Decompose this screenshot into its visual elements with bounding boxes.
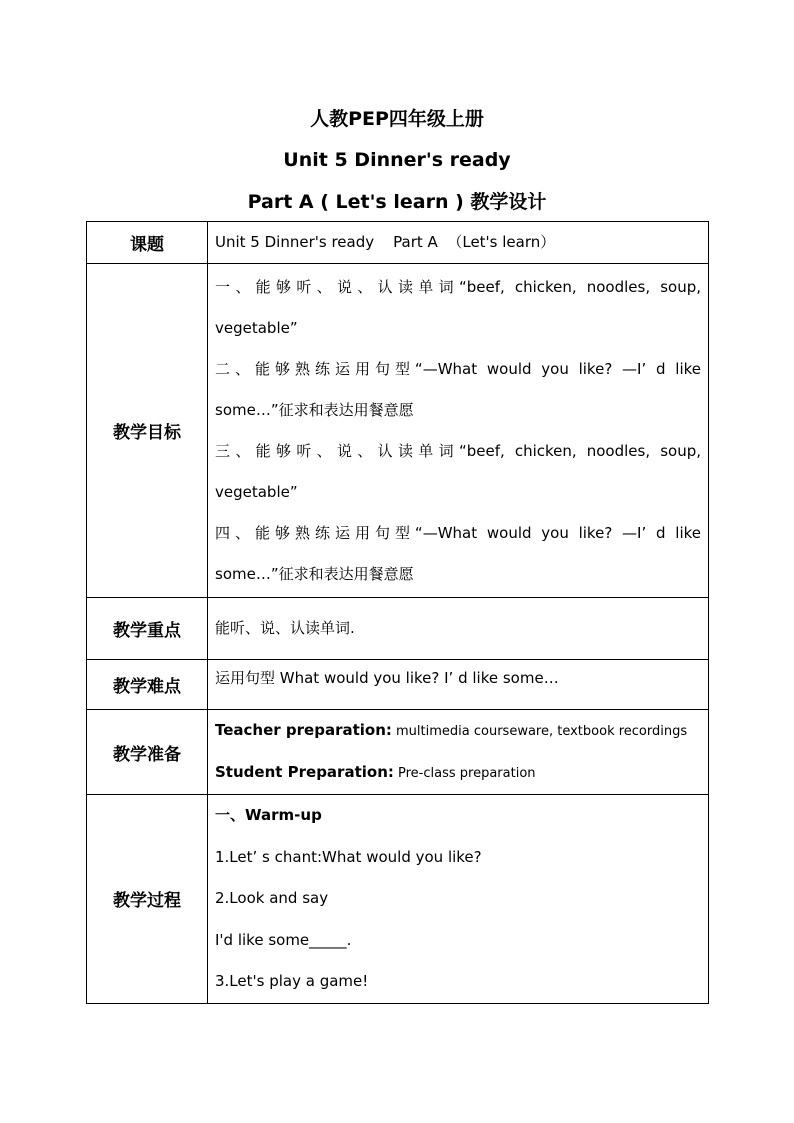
table-row-difficulties (87, 660, 709, 710)
teacher-preparation-label: Teacher preparation: (215, 721, 392, 739)
process-step: 3.Let's play a game! (215, 972, 369, 990)
row-content-topic (208, 222, 709, 264)
process-step: 1.Let’ s chant:What would you like? (215, 847, 482, 866)
row-content-process (208, 795, 709, 1004)
student-preparation-line (215, 752, 701, 794)
topic-text: Unit 5 Dinner's ready Part A （Let's learn） (215, 233, 556, 251)
key-points-text: 能听、说、认读单词. (215, 619, 355, 637)
teacher-preparation-text: multimedia courseware, textbook recordings (391, 724, 688, 739)
goal-line: some…”征求和表达用餐意愿 (215, 564, 414, 583)
process-step: 2.Look and say (215, 889, 329, 907)
goal-line: 一、能够听、说、认读单词“beef, chicken, noodles, soup, (215, 277, 701, 296)
difficulties-text: 运用句型 What would you like? I’ d like some… (215, 669, 559, 687)
process-heading: 一、Warm-up (215, 806, 322, 824)
goal-line: some…”征求和表达用餐意愿 (215, 400, 414, 419)
table-row-process (87, 795, 709, 1004)
goal-line: vegetable” (215, 318, 298, 337)
table-row-topic (87, 222, 709, 264)
teacher-preparation-line (215, 710, 701, 752)
goal-line: 四、能够熟练运用句型“—What would you like? —I’ d like (215, 523, 701, 542)
goal-line: 三、能够听、说、认读单词“beef, chicken, noodles, soup, (215, 441, 701, 460)
row-label-preparation: 教学准备 (87, 710, 208, 795)
row-content-difficulties (208, 660, 709, 710)
table-row-key-points (87, 598, 709, 660)
goal-line: vegetable” (215, 482, 298, 501)
unit-title: Unit 5 Dinner's ready (283, 149, 511, 171)
process-step: I'd like some_____. (215, 930, 352, 949)
row-label-topic: 课题 (87, 222, 208, 264)
lesson-title: Part A ( Let's learn ) 教学设计 (247, 191, 547, 213)
lesson-plan-table (86, 221, 709, 1004)
student-preparation-text: Pre-class preparation (393, 766, 536, 781)
table-row-preparation (87, 710, 709, 795)
row-label-process: 教学过程 (87, 795, 208, 1004)
goal-line: 二、能够熟练运用句型“—What would you like? —I’ d like (215, 359, 701, 378)
row-content-preparation (208, 710, 709, 795)
row-label-key-points: 教学重点 (87, 598, 208, 660)
document-title: 人教PEP四年级上册 (310, 108, 484, 130)
row-content-key-points (208, 598, 709, 660)
row-label-goals: 教学目标 (87, 264, 208, 598)
row-content-goals (208, 264, 709, 598)
student-preparation-label: Student Preparation: (215, 763, 394, 781)
table-row-goals (87, 264, 709, 598)
row-label-difficulties: 教学难点 (87, 660, 208, 710)
